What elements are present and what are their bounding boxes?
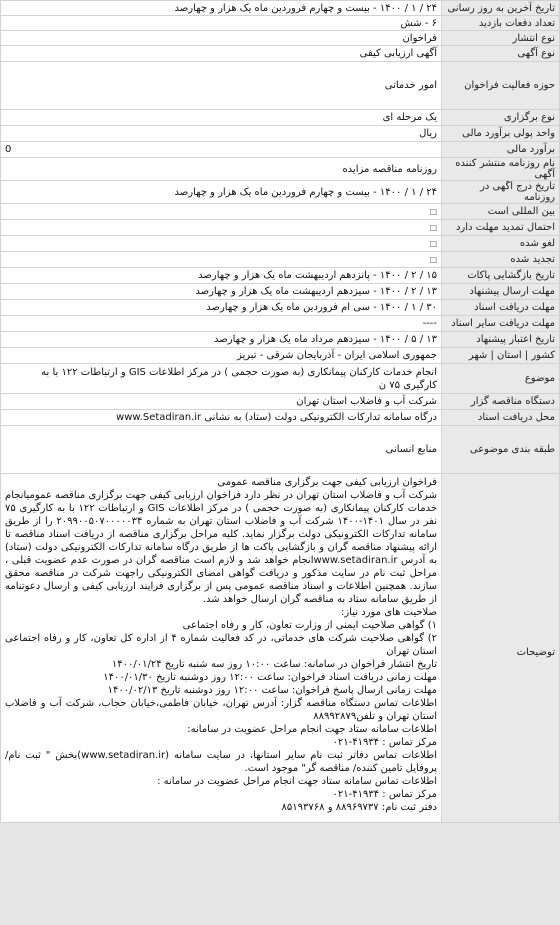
row-renewed	[1, 252, 560, 268]
row-organizer	[1, 394, 560, 410]
description-line: صلاحیت های مورد نیاز:	[340, 607, 437, 618]
value: ۳۰ / ۱ / ۱۴۰۰ - سی ام فروردین ماه یک هزار و چهارصد	[1, 300, 442, 316]
description-line: اطلاعات سامانه ستاد جهت انجام مراحل عضویت در سامانه:	[187, 724, 437, 735]
value: ۱۳ / ۲ / ۱۴۰۰ - سیزدهم اردیبهشت ماه یک هزار و چهارصد	[1, 284, 442, 300]
label: تجدید شده	[442, 252, 560, 268]
label: احتمال تمدید مهلت دارد	[442, 220, 560, 236]
label: نوع انتشار	[442, 31, 560, 46]
description-line: اطلاعات تماس سامانه ستاد جهت انجام مراحل عضویت در سامانه :	[157, 776, 437, 787]
row-subject	[1, 364, 560, 394]
checkbox-mark: □	[1, 220, 442, 236]
value: شرکت آب و فاضلاب استان تهران	[1, 394, 442, 410]
row-description	[1, 474, 560, 832]
description-line: تاریخ انتشار فراخوان در سامانه: ساعت ۱۰:۰۰ روز سه شنبه تاریخ ۱۴۰۰/۰۱/۲۴	[111, 659, 437, 670]
row-notice-type	[1, 46, 560, 62]
row-other-doc-deadline	[1, 316, 560, 332]
label: نوع برگزاری	[442, 110, 560, 126]
value: ۱۳ / ۵ / ۱۴۰۰ - سیزدهم مرداد ماه یک هزار و چهارصد	[1, 332, 442, 348]
value: امور خدماتی	[1, 62, 442, 110]
value: روزنامه مناقصه مزایده	[1, 158, 442, 181]
row-budget	[1, 142, 560, 158]
description-line: مرکز تماس : ۴۱۹۳۴-۰۲۱	[332, 737, 437, 748]
row-newspaper-date	[1, 181, 560, 204]
value: ----	[1, 316, 442, 332]
row-doc-deadline	[1, 300, 560, 316]
label: محل دریافت اسناد	[442, 410, 560, 426]
description-line: مرکز تماس : ۴۱۹۳۴-۰۲۱	[332, 789, 437, 800]
label: موضوع	[442, 364, 560, 394]
row-holding-type	[1, 110, 560, 126]
description-line: ۲) گواهی صلاحیت شرکت های خدماتی، در کد فعالیت شماره ۴ از اداره کل تعاون، کار و رفاه اجتماعی استان تهران	[5, 633, 437, 657]
value: ۱۵ / ۲ / ۱۴۰۰ - پانزدهم اردیبهشت ماه یک هزار و چهارصد	[1, 268, 442, 284]
value: جمهوری اسلامی ایران - آذربایجان شرقی - تبریز	[1, 348, 442, 364]
row-visits	[1, 16, 560, 31]
row-opening-date	[1, 268, 560, 284]
label: تاریخ درج آگهی در روزنامه	[442, 181, 560, 204]
label: واحد پولی برآورد مالی	[442, 126, 560, 142]
label: حوزه فعالیت فراخوان	[442, 62, 560, 110]
label: نوع آگهی	[442, 46, 560, 62]
row-location	[1, 348, 560, 364]
label: طبقه بندی موضوعی	[442, 426, 560, 474]
row-budget-unit	[1, 126, 560, 142]
value: یک مرحله ای	[1, 110, 442, 126]
description-line: فراخوان ارزیابی کیفی جهت برگزاری مناقصه عمومی	[217, 477, 437, 488]
row-extension	[1, 220, 560, 236]
row-publish-type	[1, 31, 560, 46]
label: نام روزنامه منتشر کننده آگهی	[442, 158, 560, 181]
value: 0	[1, 142, 442, 158]
row-cancelled	[1, 236, 560, 252]
description-line: اطلاعات تماس دستگاه مناقصه گزار: آدرس تهران، خیابان فاطمی،خیابان حجاب، شرکت آب و فاضلاب استان تهران و تلفن۸۸۹۹۲۸۷۹	[5, 698, 437, 722]
value: انجام خدمات کارکنان پیمانکاری (به صورت حجمی ) در مرکز اطلاعات GIS و ارتباطات ۱۲۲ با به کارگیری ۷۵ ن	[1, 364, 442, 394]
description-line: مهلت زمانی ارسال پاسخ فراخوان: ساعت ۱۲:۰۰ روز دوشنبه تاریخ ۱۴۰۰/۰۲/۱۳	[107, 685, 437, 696]
label: بین المللی است	[442, 204, 560, 220]
label: مهلت ارسال پیشنهاد	[442, 284, 560, 300]
row-category	[1, 426, 560, 474]
row-international	[1, 204, 560, 220]
label: تاریخ اعتبار پیشنهاد	[442, 332, 560, 348]
label: کشور | استان | شهر	[442, 348, 560, 364]
row-publisher	[1, 158, 560, 181]
description-line: شرکت آب و فاضلاب استان تهران در نظر دارد فراخوان ارزیابی کیفی جهت برگزاری مناقصه عمومیانجام خدمات کارکنان پیمانکاری (به صورت حجمی ) در مرکز اطلاعات GIS و ارتباطات ۱۲۲ با به کارگیری ۷۵ نفر در سال ۱۴۰۱-۱۴۰۰ شرکت آب و فاضلاب استان تهران به شماره ۲۰۹۹۰۰۵۰۷۰۰۰۰۰۳۴ را از طریق سامانه تدارکات الکترونیکی دولت برگزار نماید. کلیه مراحل برگزاری مناقصه از دریافت اسناد مناقصه تا ارائه پیشنهاد مناقصه گران و بازگشایی پاکت ها از طریق درگاه سامانه تدارکات الکترونیکی دولت (ستاد) به آدرس www.setadiran.irانجام خواهد شد و لازم است مناقصه گران در صورت عدم عضویت قبلی ، مراحل ثبت نام در سایت مذکور و دریافت گواهی امضای الکترونیکی راجهت شرکت در مناقصه محقق سازند. همچنین اطلاعات و اسناد مناقصه عمومی پس از برگزاری فرایند ارزیابی کیفی و ارسال دعوتنامه از طریق سامانه ستاد به مناقصه گران ارسال خواهد شد.	[5, 490, 438, 605]
value: ۲۴ / ۱ / ۱۴۰۰ - بیست و چهارم فروردین ماه یک هزار و چهارصد	[1, 181, 442, 204]
row-last-update	[1, 1, 560, 16]
row-proposal-deadline	[1, 284, 560, 300]
label: دستگاه مناقصه گزار	[442, 394, 560, 410]
value: آگهی ارزیابی کیفی	[1, 46, 442, 62]
label: تاریخ آخرین به روز رسانی	[442, 1, 560, 16]
label: لغو شده	[442, 236, 560, 252]
checkbox-mark: □	[1, 204, 442, 220]
description-line: اطلاعات تماس دفاتر ثبت نام سایر استانها، در سایت سامانه (www.setadiran.ir)بخش " ثبت نام/ پروفایل تامین کننده/ مناقصه گر" موجود است.	[5, 750, 437, 774]
value: فراخوان	[1, 31, 442, 46]
label: تعداد دفعات بازدید	[442, 16, 560, 31]
row-activity-area	[1, 62, 560, 110]
description-line: دفتر ثبت نام: ۸۸۹۶۹۷۳۷ و ۸۵۱۹۳۷۶۸	[281, 802, 437, 813]
description-text	[1, 474, 442, 832]
checkbox-mark: □	[1, 236, 442, 252]
label: برآورد مالی	[442, 142, 560, 158]
label: توضیحات	[442, 474, 560, 832]
value: ۶ - شش	[1, 16, 442, 31]
checkbox-mark: □	[1, 252, 442, 268]
value: ۲۴ / ۱ / ۱۴۰۰ - بیست و چهارم فروردین ماه یک هزار و چهارصد	[1, 1, 442, 16]
page-footer-band	[0, 822, 560, 925]
value: منابع انسانی	[1, 426, 442, 474]
description-line: مهلت زمانی دریافت اسناد فراخوان: ساعت ۱۲:۰۰ روز دوشنبه تاریخ ۱۴۰۰/۰۱/۳۰	[103, 672, 437, 683]
label: مهلت دریافت اسناد	[442, 300, 560, 316]
row-doc-place	[1, 410, 560, 426]
description-line: ۱) گواهی صلاحیت ایمنی از وزارت تعاون، کار و رفاه اجتماعی	[182, 620, 437, 631]
value: ریال	[1, 126, 442, 142]
row-validity	[1, 332, 560, 348]
label: تاریخ بازگشایی پاکات	[442, 268, 560, 284]
value: درگاه سامانه تدارکات الکترونیکی دولت (ستاد) به نشانی www.Setadiran.ir	[1, 410, 442, 426]
label: مهلت دریافت سایر اسناد	[442, 316, 560, 332]
